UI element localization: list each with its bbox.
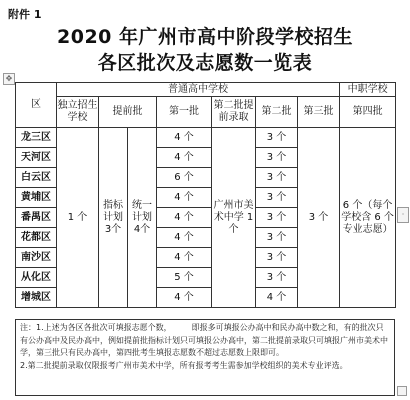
batch2-cell: 3 个 bbox=[256, 148, 298, 168]
early-index-plan-cell: 指标计划 3个 bbox=[99, 128, 128, 308]
page-title-line-2: 各区批次及志愿数一览表 bbox=[97, 52, 313, 74]
header-district: 区 bbox=[16, 83, 57, 128]
header-independent: 独立招生学校 bbox=[57, 97, 99, 128]
table-move-handle-icon[interactable]: ✥ bbox=[3, 73, 15, 85]
header-ordinary-group: 普通高中学校 bbox=[57, 83, 340, 97]
header-vocational-group: 中职学校 bbox=[340, 83, 396, 97]
district-cell: 番禺区 bbox=[16, 208, 57, 228]
batch1-cell: 4 个 bbox=[157, 248, 212, 268]
district-cell: 增城区 bbox=[16, 288, 57, 308]
batch1-cell: 4 个 bbox=[157, 128, 212, 148]
batch2-cell: 3 个 bbox=[256, 268, 298, 288]
header-batch2-early: 第二批提前录取 bbox=[212, 97, 256, 128]
district-cell: 从化区 bbox=[16, 268, 57, 288]
district-cell: 黄埔区 bbox=[16, 188, 57, 208]
batch1-cell: 4 个 bbox=[157, 288, 212, 308]
batch2-cell: 3 个 bbox=[256, 248, 298, 268]
header-batch3: 第三批 bbox=[298, 97, 340, 128]
table-corner-handle-icon[interactable] bbox=[397, 386, 407, 396]
district-cell: 白云区 bbox=[16, 168, 57, 188]
early-unified-plan-cell: 统一计划 4个 bbox=[128, 128, 157, 308]
batch1-cell: 4 个 bbox=[157, 188, 212, 208]
district-cell: 南沙区 bbox=[16, 248, 57, 268]
attachment-label: 附件 1 bbox=[8, 8, 42, 21]
header-early-batch: 提前批 bbox=[99, 97, 157, 128]
header-batch1: 第一批 bbox=[157, 97, 212, 128]
batch2-early-cell: 广州市美术中学 1 个 bbox=[212, 128, 256, 308]
batch2-cell: 3 个 bbox=[256, 128, 298, 148]
batch2-cell: 3 个 bbox=[256, 168, 298, 188]
table-resize-handle-icon[interactable]: · bbox=[397, 207, 409, 223]
batch3-cell: 3 个 bbox=[298, 128, 340, 308]
admission-table bbox=[15, 82, 396, 308]
district-cell: 龙三区 bbox=[16, 128, 57, 148]
batch2-cell: 3 个 bbox=[256, 188, 298, 208]
batch1-cell: 5 个 bbox=[157, 268, 212, 288]
page-title-line-1: 2020 年广州市高中阶段学校招生 bbox=[57, 26, 353, 48]
batch1-cell: 6 个 bbox=[157, 168, 212, 188]
independent-cell: 1 个 bbox=[57, 128, 99, 308]
header-batch4: 第四批 bbox=[340, 97, 396, 128]
note-1: 注：1.上述为各区各批次可填报志愿个数， 即报多可填报公办高中和民办高中数之和，有的批次只有公办高中及民办高中，例如提前批指标计划只可填报公办高中，第二批提前录取只可填报广州市美术中学，第三批只有民办高中，第四批考生填报志愿数不超过志愿数上限即可。 bbox=[20, 323, 388, 357]
note-2: 2.第二批提前录取仅限报考广州市美术中学，所有报考考生需参加学校组织的美术专业评选。 bbox=[20, 360, 348, 370]
district-cell: 花都区 bbox=[16, 228, 57, 248]
batch1-cell: 4 个 bbox=[157, 208, 212, 228]
batch1-cell: 4 个 bbox=[157, 228, 212, 248]
header-batch2: 第二批 bbox=[256, 97, 298, 128]
batch4-cell: 6 个（每个学校含 6 个专业志愿） bbox=[340, 128, 396, 308]
district-cell: 天河区 bbox=[16, 148, 57, 168]
batch2-cell: 3 个 bbox=[256, 208, 298, 228]
batch2-cell: 3 个 bbox=[256, 228, 298, 248]
table-notes bbox=[15, 319, 395, 396]
batch1-cell: 4 个 bbox=[157, 148, 212, 168]
batch2-cell: 4 个 bbox=[256, 288, 298, 308]
